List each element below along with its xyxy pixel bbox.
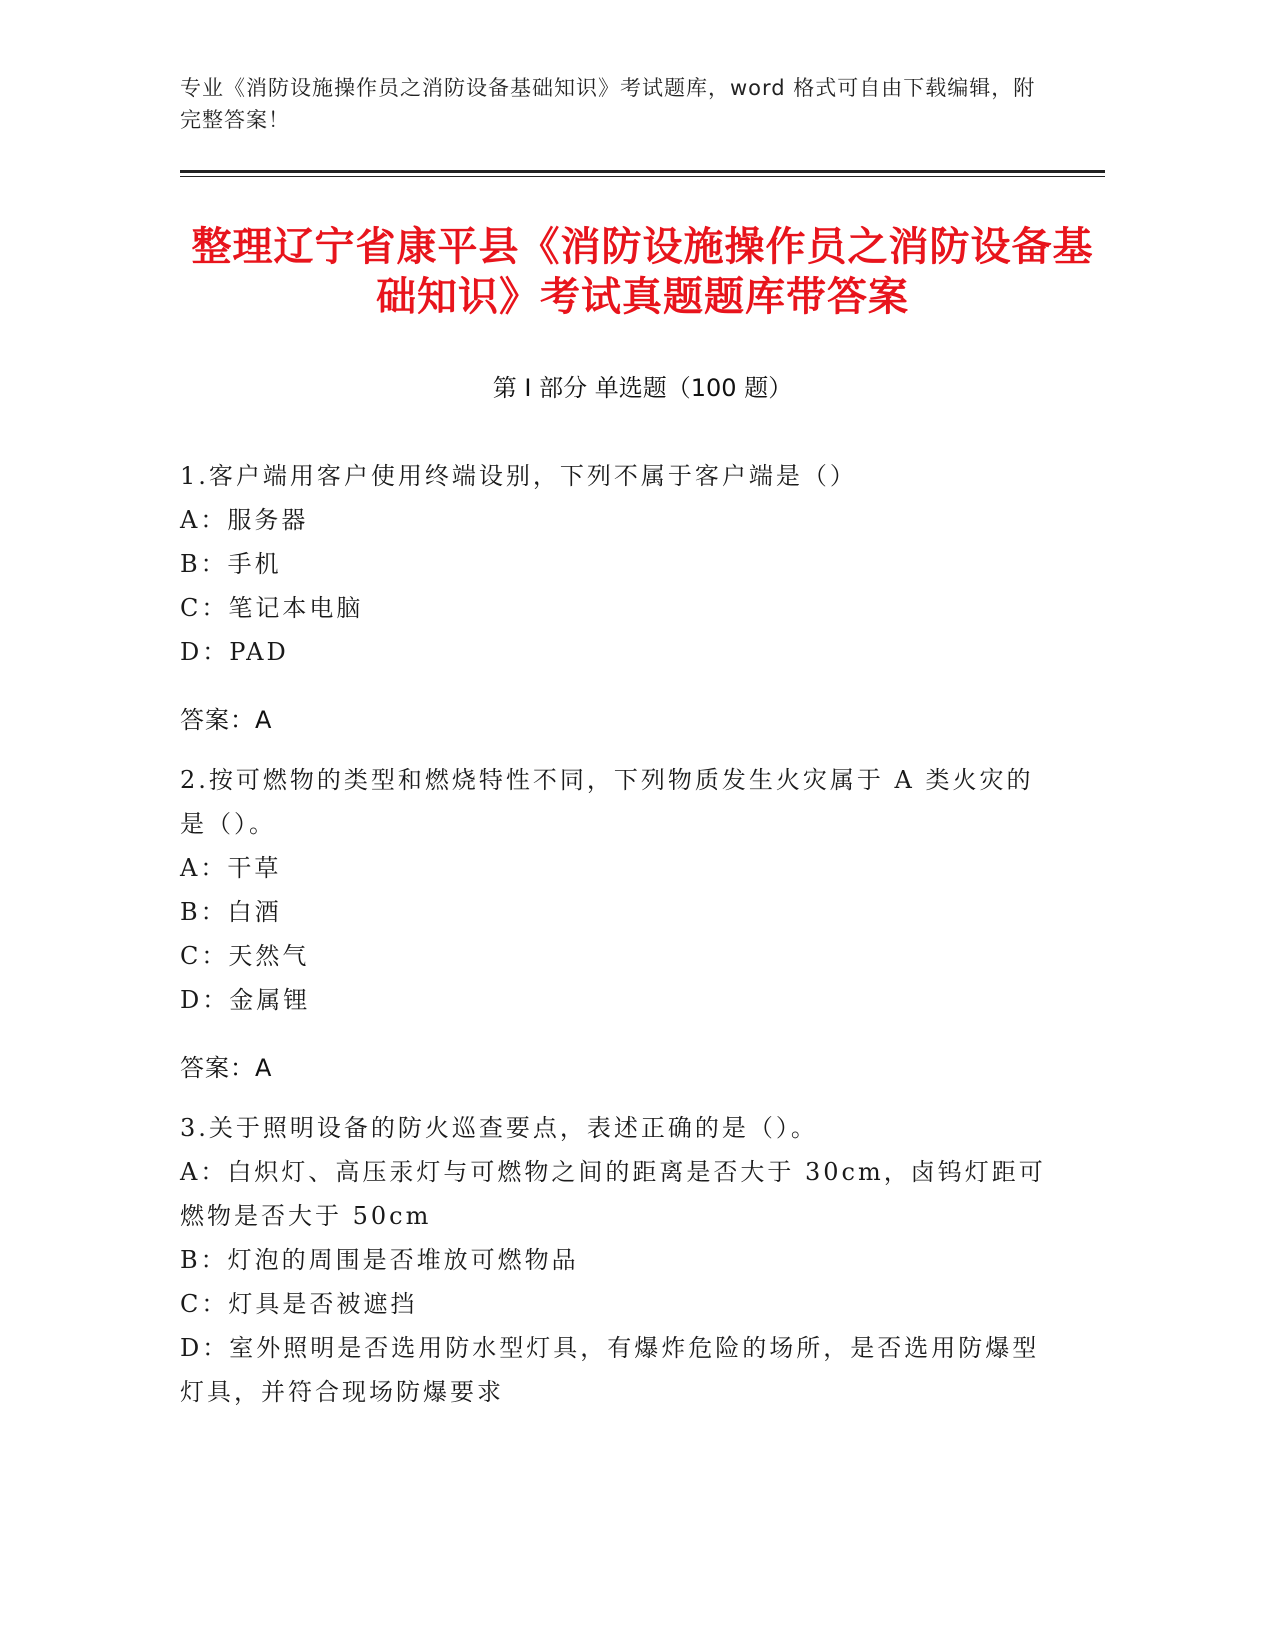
option-d: D：金属锂 (180, 986, 311, 1014)
option-b: B：手机 (180, 550, 282, 578)
header-divider (180, 170, 1105, 173)
section-heading: 第 I 部分 单选题（100 题） (492, 374, 793, 402)
question-stem: 3.关于照明设备的防火巡查要点，表述正确的是（）。 (180, 1114, 818, 1142)
question-3 (180, 1106, 1050, 1414)
question-stem: 2.按可燃物的类型和燃烧特性不同，下列物质发生火灾属于 A 类火灾的是（）。 (180, 766, 1034, 838)
option-a: A：服务器 (180, 506, 309, 534)
document-title: 整理辽宁省康平县《消防设施操作员之消防设备基础知识》考试真题题库带答案 (191, 224, 1094, 320)
option-a: A：干草 (180, 854, 282, 882)
option-a: A：白炽灯、高压汞灯与可燃物之间的距离是否大于 30cm，卤钨灯距可燃物是否大于 50cm (180, 1158, 1046, 1230)
header-note: 专业《消防设施操作员之消防设备基础知识》考试题库，word 格式可自由下载编辑，附完整答案！ (180, 76, 1036, 132)
question-stem: 1.客户端用客户使用终端设别，下列不属于客户端是（） (180, 462, 857, 490)
answer-label: 答案：A (180, 1054, 273, 1082)
question-2 (180, 758, 1050, 1114)
question-1 (180, 454, 1050, 766)
header-divider-thin (180, 176, 1105, 177)
option-d: D：PAD (180, 638, 289, 666)
option-c: C：灯具是否被遮挡 (180, 1290, 418, 1318)
option-c: C：天然气 (180, 942, 310, 970)
answer-label: 答案：A (180, 706, 273, 734)
option-c: C：笔记本电脑 (180, 594, 364, 622)
option-b: B：白酒 (180, 898, 282, 926)
option-b: B：灯泡的周围是否堆放可燃物品 (180, 1246, 579, 1274)
option-d: D：室外照明是否选用防水型灯具，有爆炸危险的场所，是否选用防爆型灯具，并符合现场防爆要求 (180, 1334, 1040, 1406)
